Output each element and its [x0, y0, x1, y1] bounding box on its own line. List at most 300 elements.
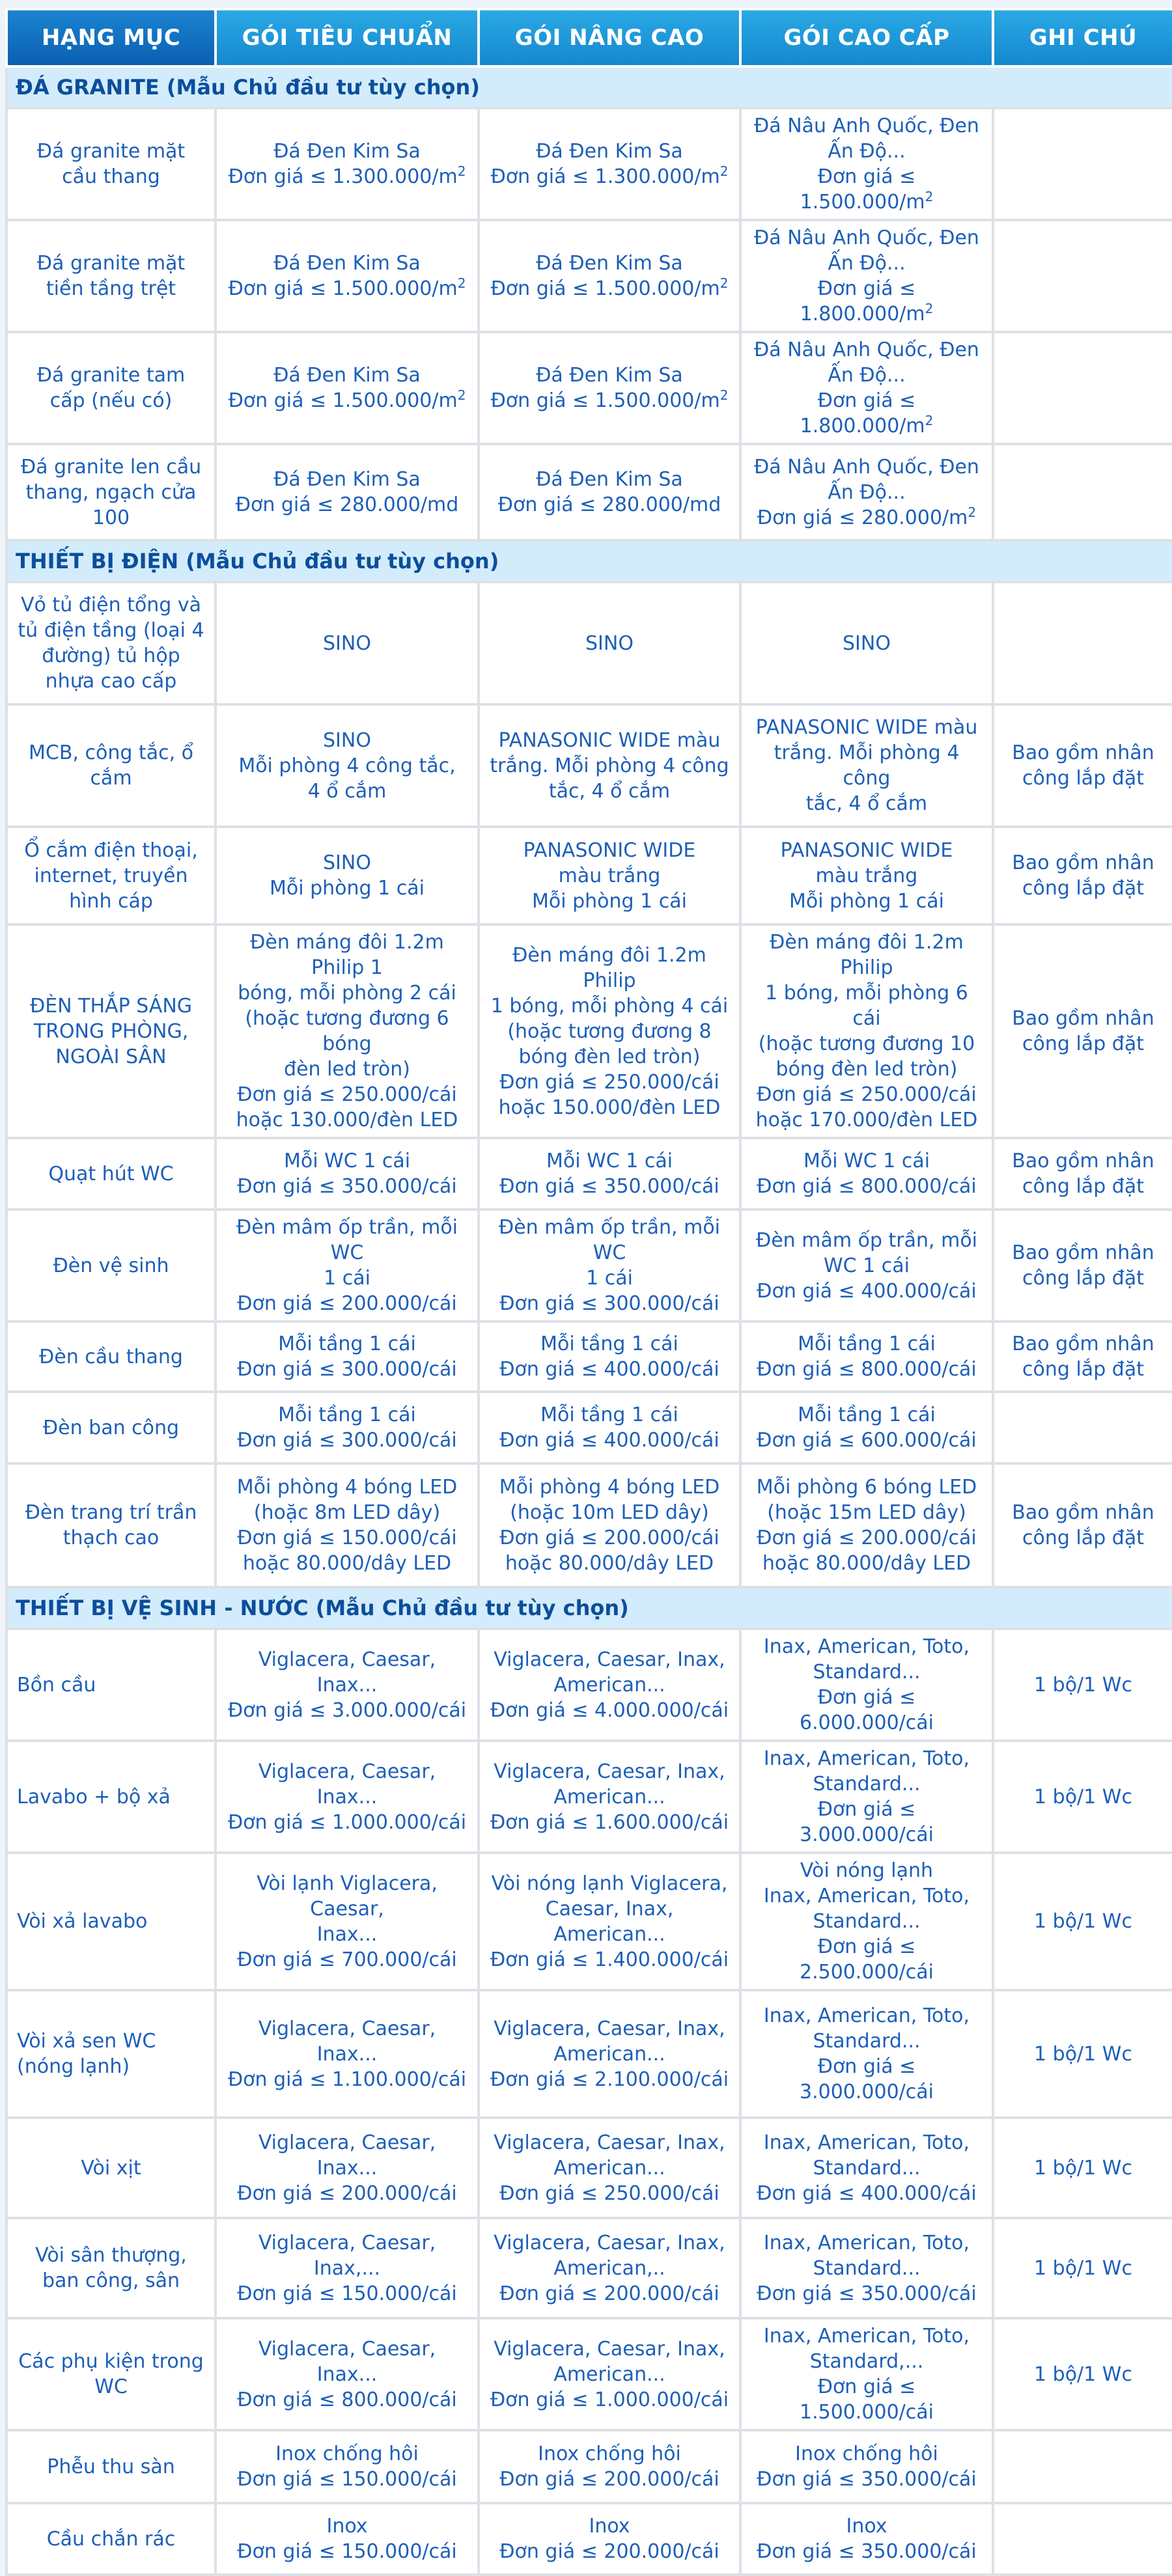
- cell-line: Standard...: [813, 1773, 921, 1795]
- table-row: [7, 1322, 1172, 1392]
- item-name-cell: Đá granite len cầu thang, ngạch cửa 100: [7, 444, 216, 540]
- premium-package-cell: [740, 1990, 993, 2118]
- cell-line: Đơn giá ≤ 200.000/cái: [499, 2282, 719, 2305]
- cell-line: Đơn giá ≤ 200.000/cái: [499, 1527, 719, 1549]
- advanced-package-cell: [479, 1463, 740, 1587]
- note-cell: Bao gồm nhân công lắp đặt: [993, 704, 1172, 827]
- cell-line: Đá Đen Kim Sa: [536, 140, 683, 163]
- advanced-package-cell: [479, 582, 740, 704]
- section-header-row: [7, 1587, 1172, 1629]
- cell-line: Đơn giá ≤ 250.000/cái: [757, 1083, 977, 1106]
- advanced-package-cell: [479, 108, 740, 220]
- cell-line: Đơn giá ≤ 300.000/cái: [499, 1292, 719, 1315]
- cell-line: Mỗi phòng 4 bóng LED: [499, 1476, 720, 1499]
- item-name-cell: Cầu chắn rác: [7, 2503, 216, 2575]
- cell-line: 4 ổ cắm: [307, 779, 387, 803]
- advanced-package-cell: [479, 1392, 740, 1463]
- cell-line: American...: [553, 2042, 665, 2066]
- standard-package-cell: [216, 704, 479, 827]
- cell-line: Đá Nâu Anh Quốc, Đen: [754, 115, 979, 137]
- premium-package-cell: [740, 1138, 993, 1210]
- cell-line: Mỗi tầng 1 cái: [278, 1333, 416, 1355]
- cell-line: Inax, American, Toto,: [763, 2325, 970, 2347]
- item-name-cell: Lavabo + bộ xả: [7, 1741, 216, 1853]
- cell-line: Inax, American, Toto,: [763, 1747, 970, 1770]
- table-row: [7, 332, 1172, 444]
- standard-package-cell: [216, 1138, 479, 1210]
- advanced-package-cell: [479, 332, 740, 444]
- pricing-table-wrapper: [5, 8, 1172, 2576]
- cell-line: Đơn giá ≤ 350.000/cái: [757, 2282, 977, 2305]
- table-row: [7, 1741, 1172, 1853]
- cell-line: Đơn giá ≤ 280.000/md: [235, 493, 459, 516]
- standard-package-cell: [216, 1990, 479, 2118]
- cell-line: Standard...: [813, 2030, 921, 2053]
- header-premium-package: GÓI CAO CẤP: [740, 9, 993, 66]
- cell-line: Đơn giá ≤ $1.500.000/m^2$: [490, 275, 729, 300]
- cell-line: PANASONIC WIDE: [780, 838, 953, 862]
- cell-line: SINO: [585, 631, 634, 655]
- note-cell: 1 bộ/1 Wc: [993, 1741, 1172, 1853]
- cell-line: (hoặc 15m LED dây): [767, 1501, 966, 1524]
- cell-line: Đơn giá ≤ 350.000/cái: [757, 2540, 977, 2563]
- standard-package-cell: [216, 827, 479, 924]
- cell-line: Đơn giá ≤ 1.100.000/cái: [227, 2068, 467, 2091]
- note-cell: [993, 1392, 1172, 1463]
- cell-line: Đá Đen Kim Sa: [536, 468, 683, 491]
- item-name-cell: Vỏ tủ điện tổng và tủ điện tầng (loại 4 đường) tủ hộp nhựa cao cấp: [7, 582, 216, 704]
- cell-line: SINO: [843, 631, 891, 655]
- cell-line: Mỗi tầng 1 cái: [798, 1333, 936, 1355]
- note-cell: Bao gồm nhân công lắp đặt: [993, 1138, 1172, 1210]
- cell-line: SINO: [323, 852, 371, 874]
- section-title: THIẾT BỊ VỆ SINH - NƯỚC (Mẫu Chủ đầu tư tùy chọn): [7, 1587, 1172, 1629]
- section-header-row: [7, 540, 1172, 582]
- cell-line: Đơn giá ≤ 150.000/cái: [237, 2540, 457, 2563]
- standard-package-cell: [216, 1629, 479, 1741]
- note-cell: 1 bộ/1 Wc: [993, 1853, 1172, 1990]
- header-advanced-package: GÓI NÂNG CAO: [479, 9, 740, 66]
- note-cell: 1 bộ/1 Wc: [993, 2218, 1172, 2318]
- cell-line: bóng đèn led tròn): [775, 1058, 958, 1081]
- advanced-package-cell: [479, 444, 740, 540]
- cell-line: Đơn giá ≤ 1.000.000/cái: [490, 2388, 729, 2411]
- cell-line: tắc, 4 ổ cắm: [548, 779, 671, 803]
- cell-line: Ấn Độ...: [828, 364, 906, 387]
- premium-package-cell: [740, 1392, 993, 1463]
- table-row: [7, 2318, 1172, 2430]
- cell-line: Viglacera, Caesar, Inax,: [494, 2017, 725, 2040]
- cell-line: màu trắng: [815, 864, 918, 887]
- standard-package-cell: [216, 1741, 479, 1853]
- table-row: [7, 582, 1172, 704]
- premium-package-cell: [740, 1629, 993, 1741]
- cell-line: (hoặc 8m LED dây): [253, 1501, 441, 1524]
- item-name-cell: Bồn cầu: [7, 1629, 216, 1741]
- cell-line: Đơn giá ≤ $1.500.000/m^2$: [800, 165, 934, 214]
- cell-line: Inax, American, Toto,: [763, 2004, 970, 2027]
- cell-line: Đơn giá ≤ 300.000/cái: [237, 1358, 457, 1381]
- cell-line: Đơn giá ≤ 2.100.000/cái: [490, 2068, 729, 2091]
- table-row: [7, 1138, 1172, 1210]
- advanced-package-cell: [479, 924, 740, 1138]
- item-name-cell: Các phụ kiện trong WC: [7, 2318, 216, 2430]
- cell-line: WC 1 cái: [824, 1254, 910, 1277]
- cell-line: trắng. Mỗi phòng 4 công: [490, 754, 729, 777]
- note-cell: [993, 332, 1172, 444]
- cell-line: Đơn giá ≤ 300.000/cái: [237, 1429, 457, 1452]
- cell-line: Đá Nâu Anh Quốc, Đen: [754, 339, 979, 361]
- cell-line: Đèn máng đôi 1.2m Philip: [512, 943, 706, 992]
- note-cell: [993, 444, 1172, 540]
- cell-line: 1 cái: [586, 1267, 633, 1290]
- cell-line: PANASONIC WIDE: [523, 838, 696, 862]
- note-cell: [993, 108, 1172, 220]
- cell-line: Viglacera, Caesar, Inax...: [258, 1648, 436, 1697]
- premium-package-cell: [740, 2430, 993, 2503]
- premium-package-cell: [740, 827, 993, 924]
- standard-package-cell: [216, 108, 479, 220]
- cell-line: Mỗi tầng 1 cái: [278, 1404, 416, 1426]
- cell-line: Inox chống hôi: [275, 2443, 419, 2465]
- cell-line: American...: [553, 2156, 665, 2180]
- cell-line: Đơn giá ≤ 1.000.000/cái: [227, 1810, 467, 1834]
- cell-line: Đá Nâu Anh Quốc, Đen: [754, 455, 979, 478]
- cell-line: Viglacera, Caesar, Inax,: [494, 2231, 725, 2254]
- premium-package-cell: [740, 1322, 993, 1392]
- table-row: [7, 444, 1172, 540]
- cell-line: Đơn giá ≤ 200.000/cái: [237, 1292, 457, 1315]
- standard-package-cell: [216, 2503, 479, 2575]
- cell-line: Viglacera, Caesar, Inax,: [494, 2131, 725, 2154]
- table-header-row: [7, 9, 1172, 66]
- cell-line: Đơn giá ≤ 800.000/cái: [757, 1175, 977, 1198]
- cell-line: Inax, American, Toto,: [763, 1885, 970, 1907]
- standard-package-cell: [216, 1322, 479, 1392]
- cell-line: Đơn giá ≤ $1.300.000/m^2$: [228, 163, 466, 188]
- cell-line: Viglacera, Caesar, Inax...: [258, 1760, 436, 1808]
- cell-line: Đơn giá ≤ 400.000/cái: [757, 2181, 977, 2205]
- table-row: [7, 2430, 1172, 2503]
- cell-line: Đơn giá ≤ 250.000/cái: [237, 1083, 457, 1106]
- note-cell: [993, 2430, 1172, 2503]
- cell-line: Đá Đen Kim Sa: [536, 364, 683, 387]
- cell-line: Vòi nóng lạnh Viglacera,: [491, 1872, 728, 1895]
- standard-package-cell: [216, 924, 479, 1138]
- table-row: [7, 220, 1172, 332]
- cell-line: 1 cái: [324, 1267, 370, 1290]
- cell-line: bóng, mỗi phòng 2 cái: [238, 982, 456, 1004]
- advanced-package-cell: [479, 1322, 740, 1392]
- section-title: THIẾT BỊ ĐIỆN (Mẫu Chủ đầu tư tùy chọn): [7, 540, 1172, 582]
- cell-line: Đơn giá ≤ 200.000/cái: [499, 2540, 719, 2563]
- advanced-package-cell: [479, 1138, 740, 1210]
- note-cell: Bao gồm nhân công lắp đặt: [993, 1210, 1172, 1322]
- item-name-cell: ĐÈN THẮP SÁNG TRONG PHÒNG, NGOÀI SÂN: [7, 924, 216, 1138]
- cell-line: Standard...: [813, 2156, 921, 2180]
- premium-package-cell: [740, 704, 993, 827]
- cell-line: Inox: [326, 2515, 368, 2538]
- cell-line: SINO: [323, 631, 371, 655]
- cell-line: American...: [553, 1785, 665, 1808]
- cell-line: Vòi lạnh Viglacera, Caesar,: [257, 1872, 438, 1920]
- item-name-cell: Vòi sân thượng, ban công, sân: [7, 2218, 216, 2318]
- premium-package-cell: [740, 2118, 993, 2218]
- note-cell: Bao gồm nhân công lắp đặt: [993, 1322, 1172, 1392]
- table-row: [7, 1210, 1172, 1322]
- item-name-cell: Vòi xả lavabo: [7, 1853, 216, 1990]
- advanced-package-cell: [479, 2430, 740, 2503]
- advanced-package-cell: [479, 2318, 740, 2430]
- cell-line: Standard...: [813, 2256, 921, 2280]
- premium-package-cell: [740, 1853, 993, 1990]
- cell-line: Đèn máng đôi 1.2m Philip: [770, 931, 964, 979]
- cell-line: Inox chống hôi: [538, 2443, 681, 2465]
- cell-line: Đơn giá ≤ 3.000.000/cái: [799, 2055, 934, 2103]
- cell-line: Viglacera, Caesar, Inax,...: [258, 2231, 436, 2280]
- cell-line: Đơn giá ≤ $1.300.000/m^2$: [490, 163, 729, 188]
- note-cell: 1 bộ/1 Wc: [993, 1629, 1172, 1741]
- cell-line: Đơn giá ≤ 4.000.000/cái: [490, 1698, 729, 1722]
- item-name-cell: Vòi xả sen WC (nóng lạnh): [7, 1990, 216, 2118]
- cell-line: Mỗi WC 1 cái: [803, 1150, 930, 1172]
- item-name-cell: Quạt hút WC: [7, 1138, 216, 1210]
- cell-line: Mỗi phòng 1 cái: [532, 889, 687, 913]
- cell-line: tắc, 4 ổ cắm: [805, 792, 928, 815]
- cell-line: Mỗi tầng 1 cái: [540, 1404, 678, 1426]
- table-row: [7, 108, 1172, 220]
- cell-line: (hoặc tương đương 8: [507, 1019, 712, 1043]
- table-row: [7, 924, 1172, 1138]
- cell-line: Đơn giá ≤ $1.500.000/m^2$: [228, 275, 466, 300]
- cell-line: Ấn Độ...: [828, 252, 906, 275]
- cell-line: American...: [553, 2362, 665, 2386]
- note-cell: Bao gồm nhân công lắp đặt: [993, 924, 1172, 1138]
- item-name-cell: Phễu thu sàn: [7, 2430, 216, 2503]
- premium-package-cell: [740, 2503, 993, 2575]
- note-cell: [993, 220, 1172, 332]
- cell-line: American...: [553, 1673, 665, 1697]
- cell-line: Mỗi phòng 4 bóng LED: [236, 1476, 458, 1499]
- item-name-cell: Đèn ban công: [7, 1392, 216, 1463]
- advanced-package-cell: [479, 2503, 740, 2575]
- cell-line: Inax, American, Toto,: [763, 2231, 970, 2254]
- cell-line: bóng đèn led tròn): [518, 1045, 701, 1068]
- premium-package-cell: [740, 1741, 993, 1853]
- cell-line: Đơn giá ≤ 280.000/md: [497, 493, 721, 516]
- cell-line: Mỗi phòng 1 cái: [789, 889, 944, 913]
- cell-line: Đơn giá ≤ 200.000/cái: [237, 2181, 457, 2205]
- cell-line: (hoặc 10m LED dây): [510, 1501, 709, 1524]
- item-name-cell: Đá granite mặt tiền tầng trệt: [7, 220, 216, 332]
- advanced-package-cell: [479, 827, 740, 924]
- cell-line: 1 bóng, mỗi phòng 4 cái: [490, 994, 729, 1018]
- cell-line: Ấn Độ...: [828, 480, 906, 504]
- cell-line: Vòi nóng lạnh: [800, 1859, 934, 1882]
- cell-line: trắng. Mỗi phòng 4 công: [774, 741, 960, 790]
- cell-line: Đơn giá ≤ 400.000/cái: [499, 1358, 719, 1381]
- cell-line: Inax, American, Toto,: [763, 1635, 970, 1658]
- cell-line: Đơn giá ≤ $1.500.000/m^2$: [228, 387, 466, 412]
- cell-line: Đơn giá ≤ 150.000/cái: [237, 2282, 457, 2305]
- header-category: HẠNG MỤC: [7, 9, 216, 66]
- cell-line: Caesar, Inax, American...: [545, 1897, 674, 1946]
- premium-package-cell: [740, 2318, 993, 2430]
- standard-package-cell: [216, 2318, 479, 2430]
- cell-line: Viglacera, Caesar, Inax,: [494, 2337, 725, 2361]
- cell-line: Đơn giá ≤ 2.500.000/cái: [799, 1935, 934, 1984]
- note-cell: Bao gồm nhân công lắp đặt: [993, 827, 1172, 924]
- advanced-package-cell: [479, 1741, 740, 1853]
- header-standard-package: GÓI TIÊU CHUẨN: [216, 9, 479, 66]
- table-row: [7, 704, 1172, 827]
- cell-line: Đơn giá ≤ $1.800.000/m^2$: [800, 389, 934, 437]
- cell-line: Đá Đen Kim Sa: [273, 140, 421, 163]
- cell-line: Đơn giá ≤ 250.000/cái: [499, 1070, 719, 1094]
- cell-line: Đơn giá ≤ 200.000/cái: [499, 2468, 719, 2491]
- standard-package-cell: [216, 1210, 479, 1322]
- table-row: [7, 2218, 1172, 2318]
- standard-package-cell: [216, 2218, 479, 2318]
- standard-package-cell: [216, 582, 479, 704]
- advanced-package-cell: [479, 1853, 740, 1990]
- standard-package-cell: [216, 1853, 479, 1990]
- section-header-row: [7, 66, 1172, 108]
- cell-line: Đơn giá ≤ 200.000/cái: [757, 1527, 977, 1549]
- standard-package-cell: [216, 444, 479, 540]
- item-name-cell: Vòi xịt: [7, 2118, 216, 2218]
- cell-line: Đơn giá ≤ $1.500.000/m^2$: [490, 387, 729, 412]
- advanced-package-cell: [479, 1629, 740, 1741]
- cell-line: (hoặc tương đương 6 bóng: [245, 1007, 449, 1055]
- cell-line: PANASONIC WIDE màu: [498, 728, 721, 752]
- cell-line: hoặc 130.000/đèn LED: [236, 1109, 458, 1131]
- cell-line: Mỗi WC 1 cái: [546, 1150, 673, 1172]
- cell-line: Viglacera, Caesar, Inax,: [494, 1648, 725, 1671]
- item-name-cell: Ổ cắm điện thoại, internet, truyền hình cáp: [7, 827, 216, 924]
- standard-package-cell: [216, 2118, 479, 2218]
- package-comparison-table: [5, 8, 1172, 2576]
- note-cell: 1 bộ/1 Wc: [993, 1990, 1172, 2118]
- cell-line: Inax...: [316, 1922, 378, 1946]
- cell-line: Đá Đen Kim Sa: [273, 364, 421, 387]
- cell-line: 1 bóng, mỗi phòng 6 cái: [765, 982, 968, 1030]
- premium-package-cell: [740, 220, 993, 332]
- advanced-package-cell: [479, 2218, 740, 2318]
- cell-line: màu trắng: [558, 864, 661, 887]
- cell-line: Đơn giá ≤ 6.000.000/cái: [799, 1686, 934, 1734]
- cell-line: (hoặc tương đương 10: [758, 1032, 975, 1055]
- cell-line: Đá Đen Kim Sa: [273, 468, 421, 491]
- note-cell: 1 bộ/1 Wc: [993, 2318, 1172, 2430]
- cell-line: Đơn giá ≤ 350.000/cái: [499, 1175, 719, 1198]
- table-row: [7, 2118, 1172, 2218]
- cell-line: Đơn giá ≤ $1.800.000/m^2$: [800, 277, 934, 325]
- cell-line: hoặc 80.000/dây LED: [242, 1552, 452, 1575]
- cell-line: Đèn mâm ốp trần, mỗi WC: [498, 1216, 721, 1264]
- cell-line: Viglacera, Caesar, Inax,: [494, 1760, 725, 1783]
- cell-line: Đơn giá ≤ $280.000/m^2$: [757, 504, 977, 529]
- table-row: [7, 1463, 1172, 1587]
- cell-line: Đơn giá ≤ 350.000/cái: [757, 2468, 977, 2491]
- cell-line: Đèn mâm ốp trần, mỗi: [755, 1228, 978, 1252]
- cell-line: Mỗi phòng 1 cái: [270, 877, 425, 900]
- cell-line: Inax, American, Toto,: [763, 2131, 970, 2154]
- cell-line: Đơn giá ≤ 600.000/cái: [757, 1429, 977, 1452]
- cell-line: Inox: [589, 2515, 630, 2538]
- cell-line: hoặc 80.000/dây LED: [762, 1552, 971, 1575]
- advanced-package-cell: [479, 704, 740, 827]
- cell-line: Đơn giá ≤ 1.600.000/cái: [490, 1810, 729, 1834]
- table-row: [7, 827, 1172, 924]
- cell-line: Inox: [846, 2515, 887, 2538]
- cell-line: Viglacera, Caesar, Inax...: [258, 2017, 436, 2066]
- cell-line: Đơn giá ≤ 800.000/cái: [237, 2388, 457, 2411]
- cell-line: Đá Đen Kim Sa: [536, 252, 683, 275]
- standard-package-cell: [216, 2430, 479, 2503]
- cell-line: Đơn giá ≤ 700.000/cái: [237, 1948, 457, 1971]
- cell-line: Đèn mâm ốp trần, mỗi WC: [236, 1216, 458, 1264]
- cell-line: Đơn giá ≤ 1.400.000/cái: [490, 1948, 729, 1971]
- premium-package-cell: [740, 582, 993, 704]
- cell-line: hoặc 150.000/đèn LED: [498, 1096, 721, 1119]
- table-row: [7, 2503, 1172, 2575]
- table-row: [7, 1853, 1172, 1990]
- cell-line: hoặc 80.000/dây LED: [505, 1552, 714, 1575]
- advanced-package-cell: [479, 2118, 740, 2218]
- note-cell: Bao gồm nhân công lắp đặt: [993, 1463, 1172, 1587]
- table-row: [7, 1990, 1172, 2118]
- advanced-package-cell: [479, 1990, 740, 2118]
- cell-line: Standard...: [813, 1661, 921, 1683]
- cell-line: Mỗi tầng 1 cái: [540, 1333, 678, 1355]
- cell-line: Đơn giá ≤ 150.000/cái: [237, 1527, 457, 1549]
- cell-line: Inox chống hôi: [795, 2443, 938, 2465]
- item-name-cell: Đèn cầu thang: [7, 1322, 216, 1392]
- standard-package-cell: [216, 332, 479, 444]
- cell-line: Viglacera, Caesar, Inax...: [258, 2131, 436, 2180]
- cell-line: Ấn Độ...: [828, 140, 906, 163]
- premium-package-cell: [740, 2218, 993, 2318]
- note-cell: [993, 582, 1172, 704]
- item-name-cell: Đá granite mặt cầu thang: [7, 108, 216, 220]
- cell-line: Mỗi tầng 1 cái: [798, 1404, 936, 1426]
- cell-line: Mỗi phòng 4 công tắc,: [238, 754, 456, 777]
- standard-package-cell: [216, 220, 479, 332]
- item-name-cell: Đá granite tam cấp (nếu có): [7, 332, 216, 444]
- premium-package-cell: [740, 332, 993, 444]
- cell-line: Đơn giá ≤ 1.500.000/cái: [799, 2375, 934, 2424]
- cell-line: đèn led tròn): [284, 1058, 410, 1081]
- cell-line: hoặc 170.000/đèn LED: [755, 1109, 978, 1131]
- premium-package-cell: [740, 444, 993, 540]
- item-name-cell: Đèn trang trí trần thạch cao: [7, 1463, 216, 1587]
- note-cell: [993, 2503, 1172, 2575]
- cell-line: Đơn giá ≤ 400.000/cái: [499, 1429, 719, 1452]
- section-title: ĐÁ GRANITE (Mẫu Chủ đầu tư tùy chọn): [7, 66, 1172, 108]
- cell-line: Đơn giá ≤ 800.000/cái: [757, 1358, 977, 1381]
- advanced-package-cell: [479, 1210, 740, 1322]
- table-row: [7, 1629, 1172, 1741]
- item-name-cell: MCB, công tắc, ổ cắm: [7, 704, 216, 827]
- cell-line: Đơn giá ≤ 250.000/cái: [499, 2181, 719, 2205]
- cell-line: Đá Nâu Anh Quốc, Đen: [754, 227, 979, 249]
- note-cell: 1 bộ/1 Wc: [993, 2118, 1172, 2218]
- premium-package-cell: [740, 1210, 993, 1322]
- cell-line: Standard,...: [809, 2350, 924, 2373]
- cell-line: Đá Đen Kim Sa: [273, 252, 421, 275]
- premium-package-cell: [740, 1463, 993, 1587]
